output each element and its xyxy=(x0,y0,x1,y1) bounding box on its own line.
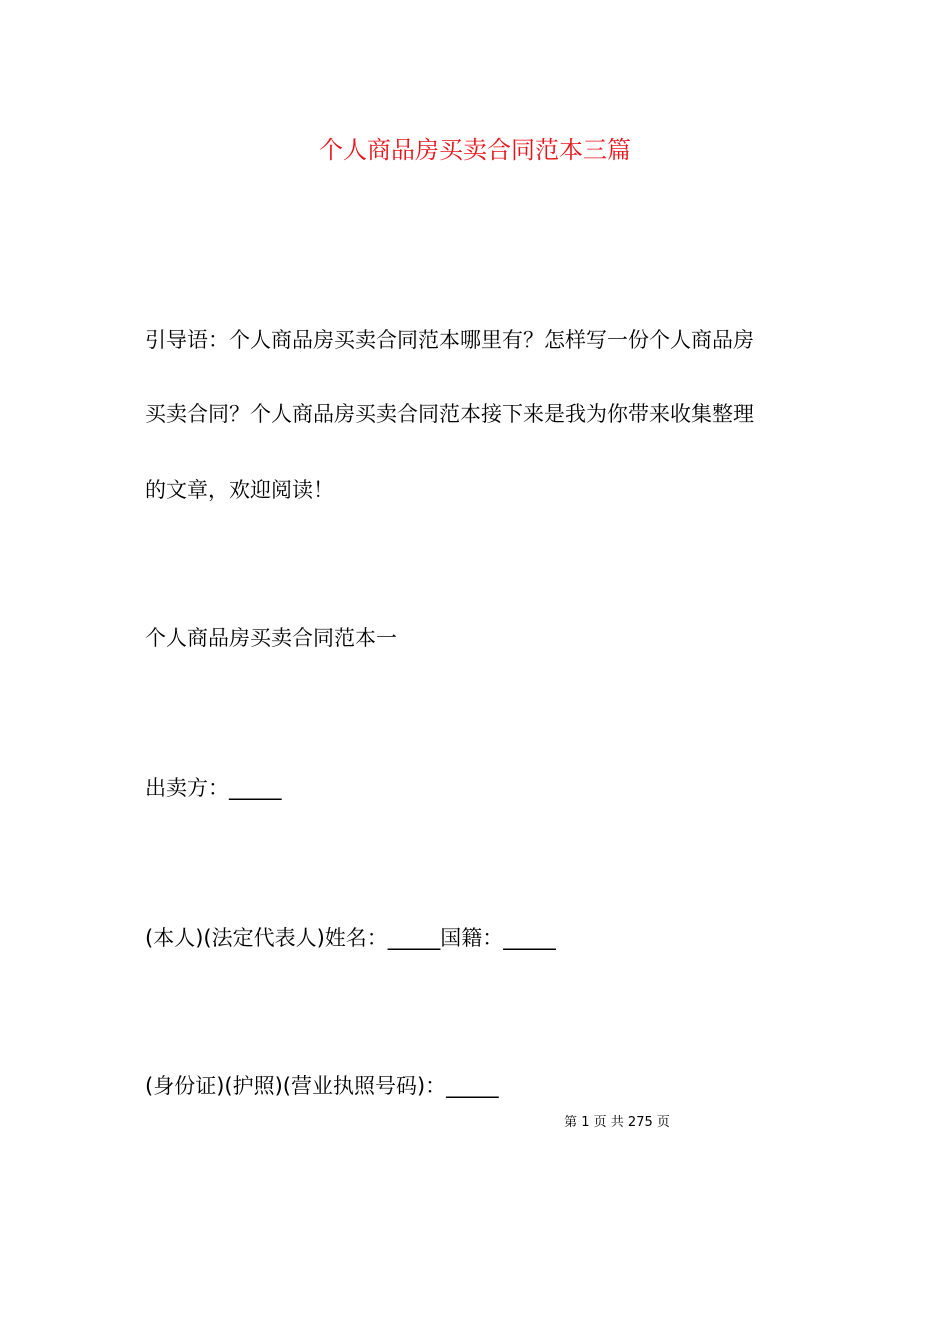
id-number-field: (身份证)(护照)(营业执照号码)：_____ xyxy=(145,1074,499,1098)
seller-field: 出卖方：_____ xyxy=(145,776,282,800)
intro-line-1: 引导语：个人商品房买卖合同范本哪里有？怎样写一份个人商品房 xyxy=(145,328,754,352)
document-title: 个人商品房买卖合同范本三篇 xyxy=(319,136,631,164)
intro-line-2: 买卖合同？个人商品房买卖合同范本接下来是我为你带来收集整理 xyxy=(145,402,754,426)
name-nationality-field: (本人)(法定代表人)姓名：_____国籍：_____ xyxy=(145,926,556,950)
page-number-footer xyxy=(0,1114,950,1132)
section-heading: 个人商品房买卖合同范本一 xyxy=(145,626,397,650)
page-number-text: 第 1 页 共 275 页 xyxy=(564,1115,670,1130)
intro-line-3: 的文章，欢迎阅读！ xyxy=(145,478,334,502)
